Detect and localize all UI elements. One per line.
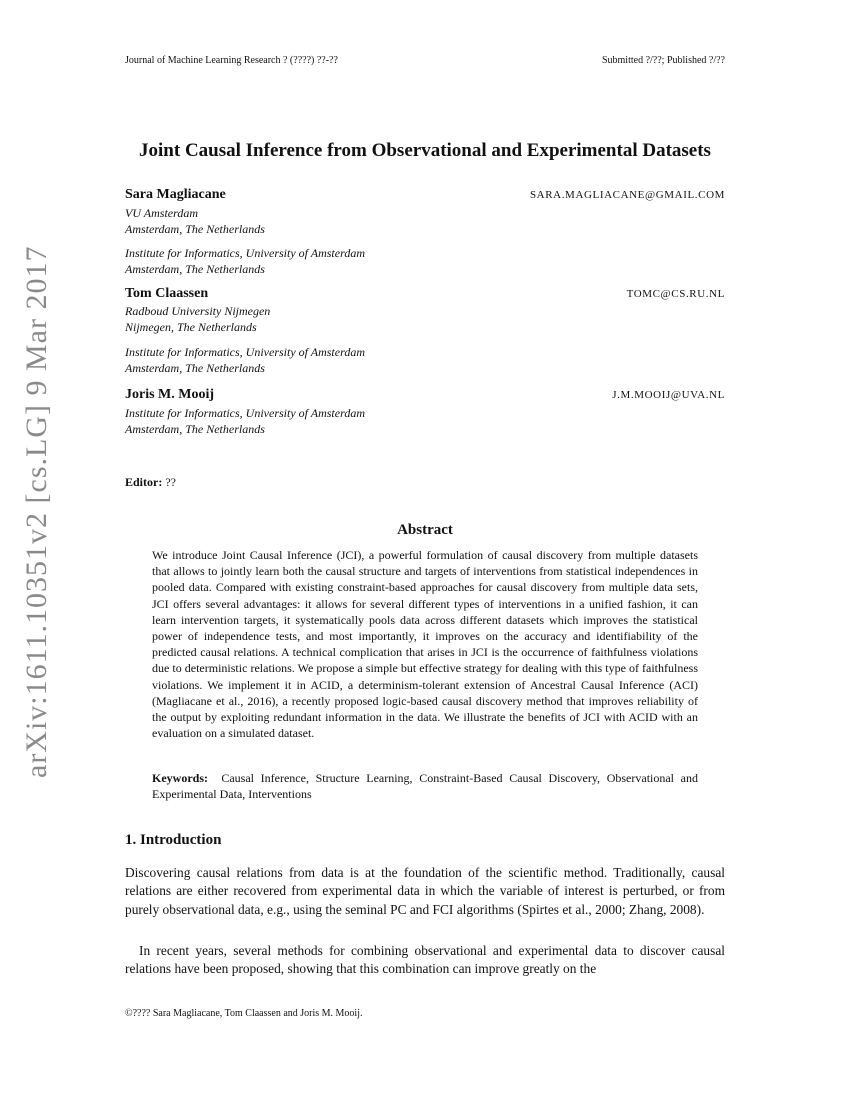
abstract-text: We introduce Joint Causal Inference (JCI), a powerful formulation of causal discovery from multiple datasets that allows to jointly learn both the causal structure and targets of interventions from statistical independences in pooled data. Compared with existing constraint-based approaches for causal discovery from multiple data sets, JCI offers several advantages: it allows for several different types of interventions in a unified fashion, it can learn intervention targets, it systematically pools data across different datasets which improves the statistical power of independence tests, and most importantly, it improves on the accuracy and identifiability of the predicted causal relations. A technical complication that arises in JCI is the occurrence of faithfulness violations due to deterministic relations. We propose a simple but effective strategy for dealing with this type of faithfulness violations. We implement it in ACID, a determinism-tolerant extension of Ancestral Causal Inference (ACI) (Magliacane et al., 2016), a recently proposed logic-based causal discovery method that improves reliability of the output by exploiting redundant information in the data. We illustrate the benefits of JCI with ACID with an evaluation on a simulated dataset. (152, 548, 698, 741)
section-heading: 1. Introduction (125, 832, 222, 848)
body-paragraph: In recent years, several methods for combining observational and experimental data to discover causal relations have been proposed, showing that this combination can improve greatly on the (125, 943, 725, 977)
editor-line (125, 475, 176, 490)
body-paragraph: Discovering causal relations from data is at the foundation of the scientific method. Traditionally, causal relations are either recovered from experimental data in which the variable of interest is perturbed, or from purely observational data, e.g., using the seminal PC and FCI algorithms (Spirtes et al., 2000; Zhang, 2008). (125, 865, 725, 917)
author-email[interactable]: TOMC@CS.RU.NL (626, 288, 725, 300)
copyright-notice: ©???? Sara Magliacane, Tom Claassen and Joris M. Mooij. (125, 1008, 363, 1019)
author-email[interactable]: SARA.MAGLIACANE@GMAIL.COM (529, 189, 725, 201)
editor-value: ?? (165, 475, 176, 489)
editor-label: Editor: (125, 475, 163, 489)
author-affiliation: VU Amsterdam Amsterdam, The Netherlands (125, 206, 265, 236)
submission-info: Submitted ?/??; Published ?/?? (601, 55, 725, 66)
journal-header: Journal of Machine Learning Research ? (????) ??-?? (125, 55, 338, 66)
author-affiliation: Institute for Informatics, University of Amsterdam Amsterdam, The Netherlands (125, 246, 365, 276)
author-affiliation: Radboud University Nijmegen Nijmegen, The Netherlands (125, 304, 271, 334)
keywords-label: Keywords: (152, 771, 208, 785)
keywords-text: Causal Inference, Structure Learning, Constraint-Based Causal Discovery, Observational and Experimental Data, Interventions (152, 771, 699, 801)
author-name: Joris M. Mooij (125, 387, 215, 402)
author-email[interactable]: J.M.MOOIJ@UVA.NL (612, 389, 725, 401)
author-name: Sara Magliacane (125, 187, 226, 202)
author-affiliation: Institute for Informatics, University of Amsterdam Amsterdam, The Netherlands (125, 345, 365, 375)
keywords (152, 770, 698, 802)
paper-title: Joint Causal Inference from Observational and Experimental Datasets (139, 140, 711, 161)
author-affiliation: Institute for Informatics, University of Amsterdam Amsterdam, The Netherlands (125, 406, 365, 436)
abstract-heading: Abstract (397, 522, 453, 538)
arxiv-stamp: arXiv:1611.10351v2 [cs.LG] 9 Mar 2017 (20, 245, 53, 778)
author-name: Tom Claassen (125, 286, 209, 301)
